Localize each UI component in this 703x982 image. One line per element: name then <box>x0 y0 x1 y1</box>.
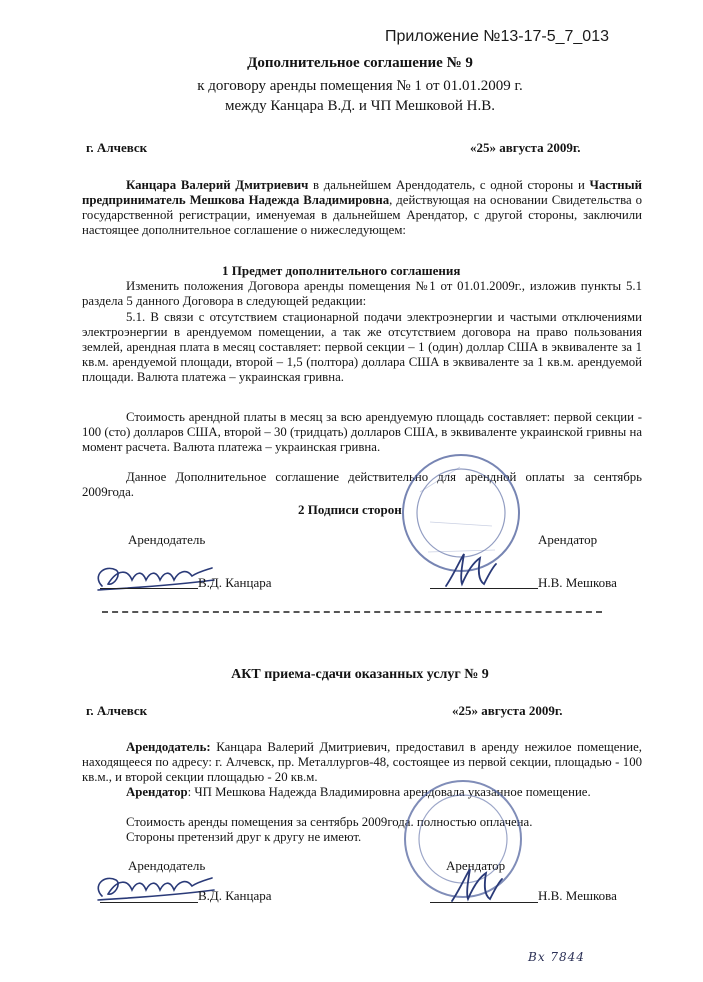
paragraph-amend <box>82 279 642 309</box>
landlord-signature-name-2: В.Д. Канцара <box>198 888 272 903</box>
act-claims-text: Стороны претензий друг к другу не имеют. <box>126 830 362 844</box>
paragraph-validity-text: Данное Дополнительное соглашение действительно для арендной оплаты за сентябрь 2009года. <box>82 470 642 499</box>
paragraph-validity <box>82 470 642 500</box>
act-claims-paragraph <box>82 830 642 845</box>
handwritten-registration-note: Вх 7844 <box>528 950 585 964</box>
tenant-label: Арендатор <box>538 532 598 547</box>
act-date: «25» августа 2009г. <box>452 703 563 718</box>
landlord-label: Арендодатель <box>128 532 206 547</box>
agreement-date: «25» августа 2009г. <box>470 140 581 155</box>
act-cost-paragraph <box>82 815 642 830</box>
paragraph-amend-text: Изменить положения Договора аренды помещения №1 от 01.01.2009г., изложив пункты 5.1 раздела 5 данного Договора в следующей редакции: <box>82 279 642 308</box>
agreement-subtitle-parties: между Канцара В.Д. и ЧП Мешковой Н.В. <box>224 98 496 114</box>
tenant-signature-1 <box>440 550 500 590</box>
act-tenant-paragraph <box>82 785 642 800</box>
act-landlord-text: Канцара Валерий Дмитриевич, предоставил в аренду нежилое помещение, находящееся по адресу: г. Алчевск, пр. Металлургов-48, состоящее из первой секции, площадью - 100 кв.м., и второй секции площадью - 20 кв.м. <box>82 740 642 784</box>
act-city: г. Алчевск <box>86 703 148 718</box>
tenant-name: Частный предприниматель Мешкова Надежда Владимировна <box>82 178 642 207</box>
tenant-signature-name-2: Н.В. Мешкова <box>538 888 617 903</box>
tenant-signature-name-1: Н.В. Мешкова <box>538 575 617 590</box>
agreement-title: Дополнительное соглашение № 9 <box>247 55 473 71</box>
act-tenant-label: Арендатор <box>126 785 188 799</box>
intro-text-1: в дальнейшем Арендодатель, с одной стороны и <box>308 178 590 192</box>
paragraph-rent-cost <box>82 410 642 455</box>
landlord-signature-line-2 <box>100 902 198 903</box>
act-cost-text: Стоимость аренды помещения за сентябрь 2009года. полностью оплачена. <box>126 815 533 829</box>
act-title: АКТ приема-сдачи оказанных услуг № 9 <box>231 667 489 682</box>
agreement-intro <box>82 178 642 238</box>
act-landlord-paragraph <box>82 740 642 785</box>
act-landlord-label-sign: Арендодатель <box>128 858 206 873</box>
paragraph-5-1-text: 5.1. В связи с отсутствием стационарной подачи электроэнергии и частыми отключениями электроэнергии в арендуемом помещении, а так же отсутствием договора на право пользования землей, арендная плата в месяц составляет: первой секции – 1 (один) доллар США в эквиваленте за 1 кв.м. арендуемой площади, второй – 1,5 (полтора) доллара США в эквиваленте за 1 кв.м. арендуемой площади. Валюта платежа – украинская гривна. <box>82 310 642 384</box>
act-tenant-text: : ЧП Мешкова Надежда Владимировна арендовала указанное помещение. <box>187 785 591 799</box>
agreement-subtitle-contract: к договору аренды помещения № 1 от 01.01.2009 г. <box>197 78 523 94</box>
section-separator <box>102 611 602 613</box>
paragraph-rent-cost-text: Стоимость арендной платы в месяц за всю арендуемую площадь составляет: первой секции - 100 (сто) долларов США, второй – 30 (тридцать) долларов США, в эквиваленте украинской гривны на момент расчета. Валюта платежа – украинская гривна. <box>82 410 642 454</box>
landlord-name: Канцара Валерий Дмитриевич <box>126 178 309 192</box>
appendix-label: Приложение №13-17-5_7_013 <box>385 28 609 45</box>
act-landlord-label: Арендодатель: <box>126 740 211 754</box>
section-2-title: 2 Подписи сторон <box>298 502 402 517</box>
act-tenant-label-sign: Арендатор <box>446 858 506 873</box>
agreement-city: г. Алчевск <box>86 140 148 155</box>
paragraph-5-1 <box>82 310 642 385</box>
section-1-title: 1 Предмет дополнительного соглашения <box>222 263 461 278</box>
landlord-signature-name-1: В.Д. Канцара <box>198 575 272 590</box>
tenant-signature-2 <box>446 865 506 905</box>
landlord-signature-line-1 <box>100 588 198 589</box>
intro-text-2: , действующая на основании Свидетельства о государственной регистрации, именуемая в дальнейшем Арендатор, с другой стороны, заключили настоящее дополнительное соглашение о нижеследующем: <box>82 193 642 237</box>
